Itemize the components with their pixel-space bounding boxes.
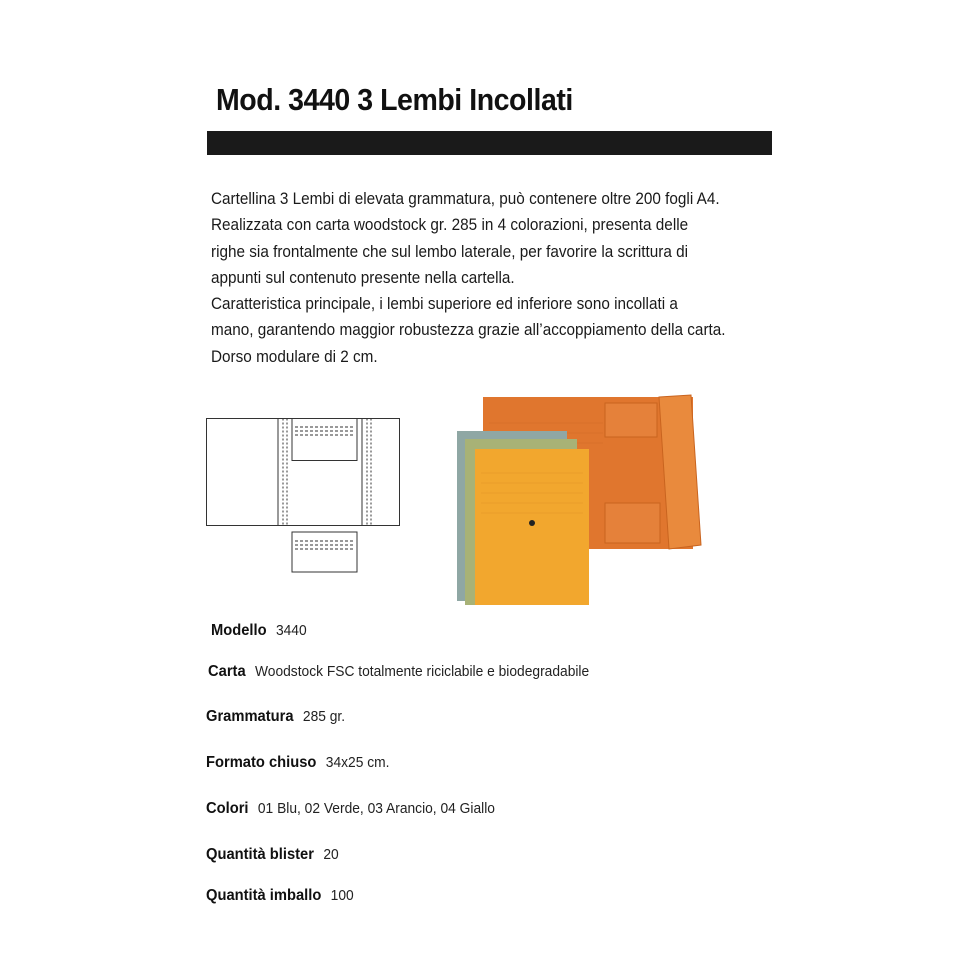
photo-yellow-folder	[475, 449, 589, 605]
spec-label: Colori	[206, 800, 249, 817]
title-underline-bar	[207, 131, 772, 155]
description-line: Dorso modulare di 2 cm.	[211, 346, 378, 366]
description-line: Realizzata con carta woodstock gr. 285 in 4 colorazioni, presenta delle	[211, 215, 689, 235]
spec-value: 3440	[275, 622, 307, 639]
spec-label: Grammatura	[206, 708, 294, 725]
description-line: Caratteristica principale, i lembi superiore ed inferiore sono incollati a	[211, 294, 678, 314]
spec-row	[206, 754, 389, 772]
spec-label: Formato chiuso	[206, 754, 317, 771]
spec-value: 285 gr.	[302, 708, 346, 725]
spec-value: 01 Blu, 02 Verde, 03 Arancio, 04 Giallo	[257, 800, 495, 817]
spec-value: Woodstock FSC totalmente riciclabile e biodegradabile	[254, 663, 590, 680]
spec-label: Modello	[211, 622, 267, 639]
photo-orange-bottom-pocket	[605, 503, 660, 543]
spec-label: Quantità imballo	[206, 887, 322, 904]
product-description	[211, 186, 751, 370]
photo-orange-top-pocket	[605, 403, 657, 437]
description-line: Cartellina 3 Lembi di elevata grammatura, può contenere oltre 200 fogli A4.	[211, 189, 720, 208]
diagram-top-flap	[292, 419, 357, 461]
description-line: righe sia frontalmente che sul lembo laterale, per favorire la scrittura di	[211, 241, 689, 261]
spec-row	[206, 846, 339, 864]
spec-row	[211, 622, 307, 640]
folder-technical-diagram	[205, 416, 401, 576]
spec-label: Quantità blister	[206, 846, 314, 863]
folder-product-photo	[455, 393, 717, 611]
spec-label: Carta	[208, 663, 246, 680]
diagram-bottom-flap	[292, 532, 357, 572]
description-line: appunti sul contenuto presente nella cartella.	[211, 267, 515, 287]
spec-value: 20	[323, 846, 339, 863]
spec-value: 34x25 cm.	[325, 754, 390, 771]
spec-row	[206, 887, 354, 905]
photo-closure-dot	[529, 520, 535, 526]
spec-row	[208, 663, 589, 681]
spec-value: 100	[330, 887, 354, 904]
spec-row	[206, 708, 345, 726]
description-line: mano, garantendo maggior robustezza grazie all’accoppiamento della carta.	[211, 320, 726, 340]
page-title: Mod. 3440 3 Lembi Incollati	[216, 82, 573, 117]
spec-row	[206, 800, 495, 818]
